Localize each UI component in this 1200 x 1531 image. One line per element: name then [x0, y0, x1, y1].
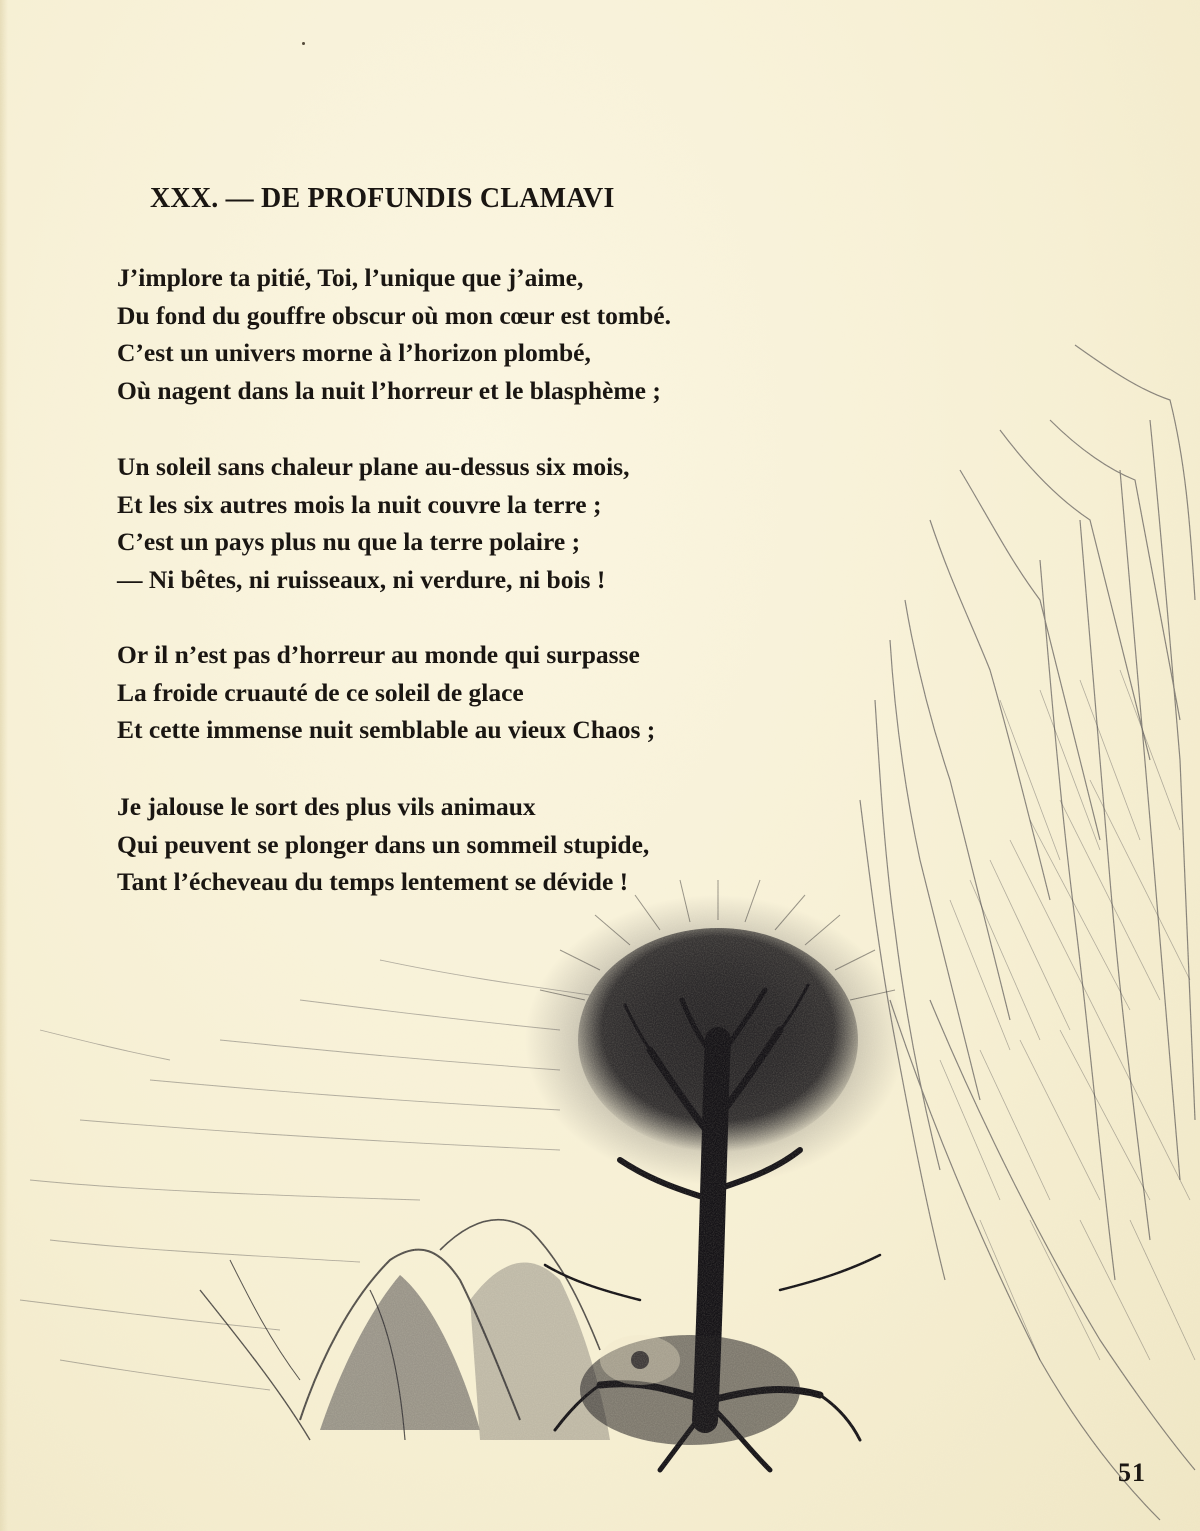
poem-title: XXX. — DE PROFUNDIS CLAMAVI	[150, 183, 615, 214]
verse-line: C’est un univers morne à l’horizon plombé,	[117, 338, 591, 367]
verse-line: Du fond du gouffre obscur où mon cœur est tombé.	[117, 300, 671, 330]
verse-line: J’implore ta pitié, Toi, l’unique que j’aime,	[117, 263, 584, 292]
page-number: 51	[1118, 1458, 1146, 1487]
verse-line: Tant l’écheveau du temps lentement se dévide !	[117, 867, 629, 896]
verse-line: Et les six autres mois la nuit couvre la terre ;	[117, 489, 602, 519]
verse-line: Qui peuvent se plonger dans un sommeil stupide,	[117, 829, 650, 859]
verse-line: Un soleil sans chaleur plane au-dessus six mois,	[117, 452, 630, 481]
stanza-1	[117, 259, 671, 409]
verse-line: — Ni bêtes, ni ruisseaux, ni verdure, ni bois !	[117, 564, 606, 594]
verse-line: Et cette immense nuit semblable au vieux Chaos ;	[117, 715, 656, 744]
stanza-3	[117, 636, 655, 749]
verse-line: Je jalouse le sort des plus vils animaux	[117, 792, 536, 821]
verse-line: La froide cruauté de ce soleil de glace	[117, 677, 524, 707]
verse-line: Or il n’est pas d’horreur au monde qui surpasse	[117, 640, 640, 669]
stanza-2	[117, 448, 629, 598]
verse-line: Où nagent dans la nuit l’horreur et le blasphème ;	[117, 375, 661, 405]
verse-line: C’est un pays plus nu que la terre polaire ;	[117, 527, 581, 556]
stanza-4	[117, 788, 649, 901]
